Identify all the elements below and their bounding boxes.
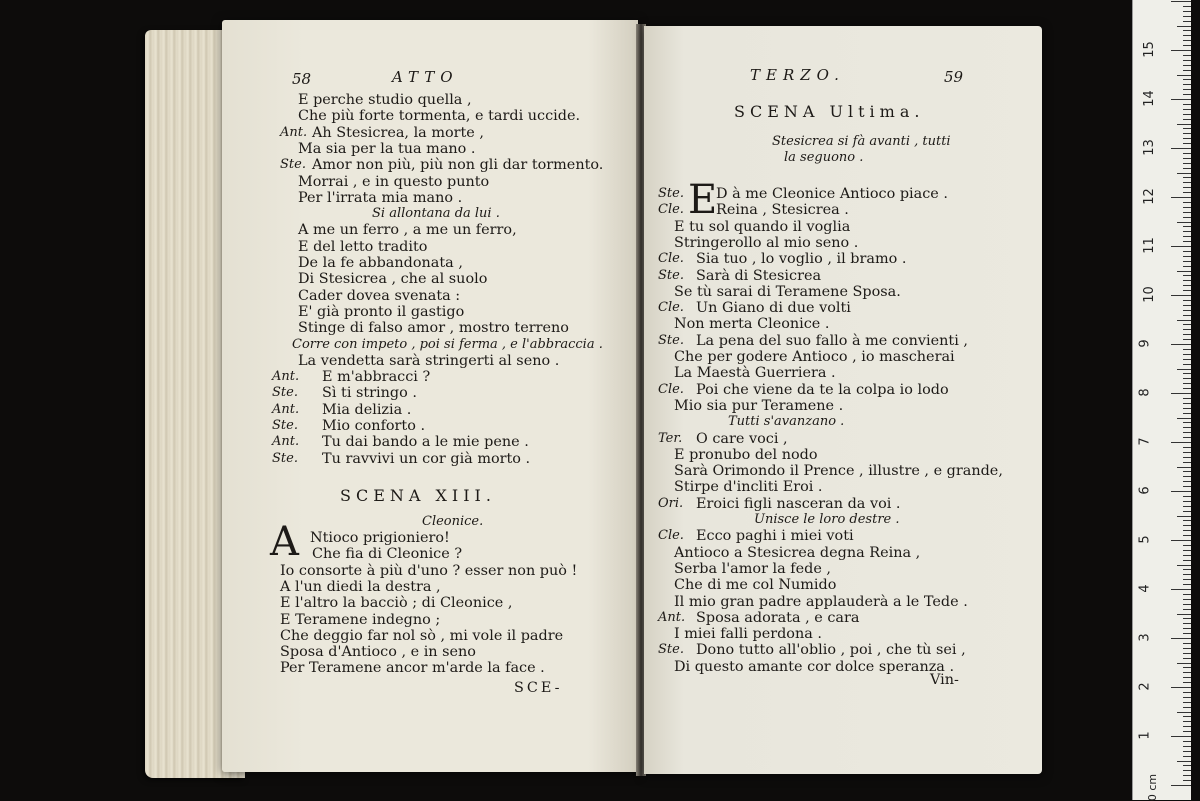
ruler-number: 7 <box>1137 437 1153 446</box>
right-page <box>644 26 1042 774</box>
ruler-tick <box>1183 506 1191 507</box>
ruler-tick <box>1177 271 1191 272</box>
ruler-tick <box>1183 716 1191 717</box>
speaker-label: Cle. <box>658 528 684 544</box>
ruler-tick <box>1183 45 1191 46</box>
ruler-tick <box>1183 383 1191 384</box>
catchword: SCE- <box>514 680 563 696</box>
verse-line: Amor non più, più non gli dar tormento. <box>312 157 604 174</box>
speaker-label: Ter. <box>658 430 683 446</box>
verse-line: Sposa adorata , e cara <box>696 609 860 626</box>
ruler-number: 4 <box>1137 584 1153 593</box>
page-number: 59 <box>944 68 964 86</box>
ruler-tick <box>1183 658 1191 659</box>
ruler-tick <box>1171 295 1191 296</box>
scene-title: SCENA XIII. <box>340 486 496 505</box>
ruler-tick <box>1183 236 1191 237</box>
stage-direction: Stesicrea si fà avanti , tutti <box>772 134 951 149</box>
ruler-tick <box>1183 60 1191 61</box>
ruler-tick <box>1183 114 1191 115</box>
ruler-tick <box>1183 168 1191 169</box>
ruler-tick <box>1183 584 1191 585</box>
ruler-tick <box>1183 398 1191 399</box>
ruler-tick <box>1183 530 1191 531</box>
speaker-label: Ant. <box>272 401 300 417</box>
ruler-tick <box>1183 628 1191 629</box>
verse-line: O care voci , <box>696 430 788 447</box>
ruler-tick <box>1177 320 1191 321</box>
ruler-number: 10 <box>1141 286 1157 303</box>
ruler-tick <box>1183 359 1191 360</box>
ruler-tick <box>1183 324 1191 325</box>
ruler-number: 9 <box>1137 339 1153 348</box>
ruler-tick <box>1183 354 1191 355</box>
speaker-label: Cle. <box>658 381 684 397</box>
ruler-tick <box>1183 594 1191 595</box>
verse-line: Io consorte à più d'uno ? esser non può ! <box>280 562 578 579</box>
ruler-tick <box>1183 560 1191 561</box>
ruler-tick <box>1183 707 1191 708</box>
ruler-tick <box>1183 251 1191 252</box>
verse-line: Mio conforto . <box>322 418 426 434</box>
verse-line: Antioco a Stesicrea degna Reina , <box>674 544 921 561</box>
ruler-tick <box>1183 432 1191 433</box>
verse-line: Che per godere Antioco , io mascherai <box>674 349 955 365</box>
speaker-label: Ste. <box>272 385 298 401</box>
ruler-tick <box>1171 491 1191 492</box>
ruler-tick <box>1183 403 1191 404</box>
ruler-unit-label: 0 cm <box>1146 773 1160 801</box>
verse-line: Per l'irrata mia mano . <box>298 189 463 206</box>
ruler-tick <box>1183 692 1191 693</box>
verse-line: Cader dovea svenata : <box>298 287 461 304</box>
measurement-ruler <box>1132 0 1191 800</box>
ruler-tick <box>1183 202 1191 203</box>
ruler-tick <box>1177 516 1191 517</box>
ruler-tick <box>1183 143 1191 144</box>
ruler-tick <box>1183 481 1191 482</box>
ruler-tick <box>1183 315 1191 316</box>
ruler-tick <box>1183 751 1191 752</box>
ruler-tick <box>1171 246 1191 247</box>
stage-direction: Unisce le loro destre . <box>754 512 900 527</box>
speaker-label: Ste. <box>658 186 684 201</box>
verse-line: De la fe abbandonata , <box>298 255 463 271</box>
verse-line: Poi che viene da te la colpa io lodo <box>696 381 949 398</box>
ruler-tick <box>1183 217 1191 218</box>
speaker-label: Ste. <box>272 450 298 466</box>
ruler-tick <box>1171 197 1191 198</box>
ruler-tick <box>1183 462 1191 463</box>
ruler-tick <box>1183 158 1191 159</box>
ruler-number: 5 <box>1137 535 1153 544</box>
ruler-tick <box>1177 173 1191 174</box>
ruler-tick <box>1183 569 1191 570</box>
ruler-tick <box>1183 471 1191 472</box>
ruler-tick <box>1183 452 1191 453</box>
verse-line: Il mio gran padre applauderà a le Tede . <box>674 593 968 610</box>
ruler-tick <box>1183 447 1191 448</box>
speaker-label: Ste. <box>272 418 298 433</box>
ruler-number: 11 <box>1141 237 1157 254</box>
verse-line: Tu ravvivi un cor già morto . <box>322 450 531 467</box>
ruler-tick <box>1183 599 1191 600</box>
verse-line: Se tù sarai di Teramene Sposa. <box>674 283 901 300</box>
ruler-tick <box>1183 770 1191 771</box>
verse-line: Morrai , e in questo punto <box>298 173 490 190</box>
verse-line: E del letto tradito <box>298 238 428 255</box>
verse-line: Eroici figli nasceran da voi . <box>696 495 901 512</box>
verse-line: Di Stesicrea , che al suolo <box>298 271 488 288</box>
ruler-tick <box>1183 177 1191 178</box>
verse-line: Stringerollo al mio seno . <box>674 234 859 251</box>
ruler-tick <box>1183 457 1191 458</box>
ruler-number: 12 <box>1141 188 1157 205</box>
ruler-tick <box>1183 731 1191 732</box>
verse-line: E l'altro la bacciò ; di Cleonice , <box>280 595 513 612</box>
ruler-tick <box>1183 153 1191 154</box>
ruler-tick <box>1183 192 1191 193</box>
ruler-tick <box>1183 574 1191 575</box>
speaker-label: Cle. <box>658 202 684 218</box>
ruler-tick <box>1171 589 1191 590</box>
ruler-tick <box>1183 128 1191 129</box>
verse-line: E tu sol quando il voglia <box>674 218 851 235</box>
ruler-tick <box>1183 501 1191 502</box>
verse-line: E perche studio quella , <box>298 92 472 108</box>
ruler-tick <box>1183 30 1191 31</box>
ruler-number: 13 <box>1141 139 1157 156</box>
ruler-tick <box>1177 418 1191 419</box>
ruler-tick <box>1183 21 1191 22</box>
verse-line: Sposa d'Antioco , e in seno <box>280 644 476 661</box>
speaker-label: Ant. <box>272 434 300 450</box>
ruler-tick <box>1171 785 1191 786</box>
ruler-tick <box>1183 550 1191 551</box>
scene-title: SCENA Ultima. <box>734 102 925 121</box>
ruler-tick <box>1183 413 1191 414</box>
verse-line: Ah Stesicrea, la morte , <box>312 124 484 141</box>
verse-line: D à me Cleonice Antioco piace . <box>716 186 948 202</box>
verse-line: Sì ti stringo . <box>322 385 417 402</box>
verse-line: Che più forte tormenta, e tardi uccide. <box>298 108 581 125</box>
verse-line: Di questo amante cor dolce speranza . <box>674 658 955 675</box>
ruler-tick <box>1183 579 1191 580</box>
ruler-tick <box>1183 16 1191 17</box>
scene-speaker: Cleonice. <box>422 514 484 529</box>
ruler-tick <box>1183 653 1191 654</box>
ruler-tick <box>1183 310 1191 311</box>
ruler-tick <box>1171 344 1191 345</box>
speaker-label: Ant. <box>272 369 300 385</box>
ruler-tick <box>1183 364 1191 365</box>
ruler-tick <box>1183 780 1191 781</box>
speaker-label: Cle. <box>658 251 684 267</box>
speaker-label: Cle. <box>658 300 684 316</box>
ruler-tick <box>1171 393 1191 394</box>
ruler-tick <box>1171 148 1191 149</box>
ruler-tick <box>1183 496 1191 497</box>
ruler-tick <box>1183 11 1191 12</box>
verse-line: Non merta Cleonice . <box>674 316 830 333</box>
ruler-tick <box>1183 89 1191 90</box>
ruler-tick <box>1171 540 1191 541</box>
drop-cap: A <box>270 519 299 565</box>
ruler-tick <box>1177 222 1191 223</box>
ruler-tick <box>1183 35 1191 36</box>
ruler-number: 15 <box>1141 41 1157 58</box>
ruler-tick <box>1171 736 1191 737</box>
ruler-tick <box>1183 422 1191 423</box>
page-number: 58 <box>292 70 312 88</box>
ruler-tick <box>1183 329 1191 330</box>
ruler-tick <box>1183 388 1191 389</box>
verse-line: Che deggio far nol sò , mi vole il padre <box>280 627 564 644</box>
ruler-tick <box>1183 721 1191 722</box>
ruler-tick <box>1183 280 1191 281</box>
stage-direction: Si allontana da lui . <box>372 206 500 222</box>
ruler-tick <box>1183 70 1191 71</box>
verse-line: A l'un diedi la destra , <box>280 578 441 595</box>
ruler-tick <box>1183 339 1191 340</box>
ruler-tick <box>1183 437 1191 438</box>
verse-line: Ma sia per la tua mano . <box>298 140 476 157</box>
ruler-tick <box>1183 672 1191 673</box>
verse-line: Stirpe d'incliti Eroi . <box>674 479 823 496</box>
ruler-tick <box>1183 726 1191 727</box>
ruler-tick <box>1183 285 1191 286</box>
verse-line: La Maestà Guerriera . <box>674 365 836 382</box>
verse-line: E' già pronto il gastigo <box>298 303 465 320</box>
ruler-number: 2 <box>1137 682 1153 691</box>
ruler-tick <box>1183 226 1191 227</box>
ruler-tick <box>1171 442 1191 443</box>
ruler-tick <box>1177 761 1191 762</box>
ruler-number: 6 <box>1137 486 1153 495</box>
ruler-tick <box>1183 535 1191 536</box>
ruler-tick <box>1177 712 1191 713</box>
ruler-tick <box>1183 511 1191 512</box>
verse-line: Per Teramene ancor m'arde la face . <box>280 660 545 677</box>
verse-line: Sarà di Stesicrea <box>696 267 822 284</box>
ruler-tick <box>1183 334 1191 335</box>
ruler-tick <box>1183 290 1191 291</box>
verse-line: Mia delizia . <box>322 401 412 418</box>
verse-line: Tu dai bando a le mie pene . <box>322 434 529 451</box>
ruler-tick <box>1177 565 1191 566</box>
ruler-tick <box>1183 756 1191 757</box>
ruler-tick <box>1183 525 1191 526</box>
verse-line: Sarà Orimondo il Prence , illustre , e grande, <box>674 463 1003 480</box>
verse-line: Mio sia pur Teramene . <box>674 397 844 414</box>
ruler-number: 1 <box>1137 731 1153 740</box>
ruler-tick <box>1183 275 1191 276</box>
ruler-tick <box>1183 775 1191 776</box>
ruler-tick <box>1177 124 1191 125</box>
ruler-tick <box>1183 138 1191 139</box>
ruler-number: 8 <box>1137 388 1153 397</box>
ruler-tick <box>1183 79 1191 80</box>
ruler-tick <box>1183 677 1191 678</box>
ruler-tick <box>1183 40 1191 41</box>
ruler-tick <box>1183 643 1191 644</box>
ruler-tick <box>1183 476 1191 477</box>
drop-cap: E <box>688 177 718 223</box>
ruler-tick <box>1183 187 1191 188</box>
verse-line: Che fia di Cleonice ? <box>312 546 463 563</box>
ruler-number: 3 <box>1137 633 1153 642</box>
catchword: Vin- <box>930 672 959 688</box>
ruler-tick <box>1183 682 1191 683</box>
speaker-label: Ste. <box>280 157 306 173</box>
ruler-tick <box>1177 467 1191 468</box>
ruler-tick <box>1171 638 1191 639</box>
verse-line: Dono tutto all'oblio , poi , che tù sei , <box>696 642 966 659</box>
ruler-tick <box>1183 373 1191 374</box>
ruler-tick <box>1183 182 1191 183</box>
ruler-tick <box>1183 520 1191 521</box>
verse-line: Che di me col Numido <box>674 577 837 594</box>
ruler-tick <box>1183 84 1191 85</box>
verse-line: E m'abbracci ? <box>322 369 431 386</box>
speaker-label: Ste. <box>658 267 684 283</box>
speaker-label: Ori. <box>658 495 684 511</box>
verse-line: Serba l'amor la fede , <box>674 560 831 577</box>
ruler-tick <box>1183 266 1191 267</box>
running-header: ATTO <box>392 68 459 86</box>
verse-line: Un Giano di due volti <box>696 300 851 317</box>
speaker-label: Ste. <box>658 332 684 348</box>
ruler-tick <box>1183 349 1191 350</box>
ruler-tick <box>1183 256 1191 257</box>
ruler-tick <box>1183 648 1191 649</box>
ruler-tick <box>1183 261 1191 262</box>
ruler-tick <box>1183 300 1191 301</box>
verse-line: Sia tuo , lo voglio , il bramo . <box>696 251 907 268</box>
ruler-number: 14 <box>1141 90 1157 107</box>
ruler-tick <box>1183 609 1191 610</box>
speaker-label: Ant. <box>280 124 308 140</box>
ruler-tick <box>1183 305 1191 306</box>
verse-line: E Teramene indegno ; <box>280 611 441 628</box>
ruler-tick <box>1171 50 1191 51</box>
left-page <box>222 20 638 772</box>
ruler-tick <box>1183 378 1191 379</box>
verse-line: La vendetta sarà stringerti al seno . <box>298 352 560 369</box>
ruler-tick <box>1183 702 1191 703</box>
ruler-tick <box>1177 663 1191 664</box>
speaker-label: Ste. <box>658 642 684 658</box>
ruler-tick <box>1183 241 1191 242</box>
ruler-tick <box>1183 231 1191 232</box>
ruler-tick <box>1171 687 1191 688</box>
ruler-tick <box>1177 369 1191 370</box>
stage-direction: Corre con impeto , poi si ferma , e l'abbraccia . <box>292 336 603 352</box>
speaker-label: Ant. <box>658 609 686 625</box>
ruler-tick <box>1171 99 1191 100</box>
ruler-tick <box>1183 55 1191 56</box>
ruler-tick <box>1183 633 1191 634</box>
ruler-tick <box>1183 618 1191 619</box>
ruler-tick <box>1183 545 1191 546</box>
verse-line: E pronubo del nodo <box>674 446 818 463</box>
stage-direction: la seguono . <box>784 150 864 165</box>
ruler-tick <box>1183 94 1191 95</box>
ruler-tick <box>1183 697 1191 698</box>
ruler-tick <box>1183 427 1191 428</box>
ruler-tick <box>1183 746 1191 747</box>
ruler-tick <box>1177 614 1191 615</box>
ruler-tick <box>1183 765 1191 766</box>
verse-line: Ntioco prigioniero! <box>310 530 450 546</box>
ruler-tick <box>1183 109 1191 110</box>
verse-line: Reina , Stesicrea . <box>716 202 849 219</box>
verse-line: A me un ferro , a me un ferro, <box>298 222 517 239</box>
ruler-tick <box>1183 133 1191 134</box>
ruler-tick <box>1183 163 1191 164</box>
ruler-tick <box>1183 623 1191 624</box>
ruler-tick <box>1183 207 1191 208</box>
ruler-tick <box>1183 408 1191 409</box>
ruler-tick <box>1183 65 1191 66</box>
ruler-tick <box>1183 486 1191 487</box>
ruler-tick <box>1171 1 1191 2</box>
ruler-tick <box>1183 104 1191 105</box>
ruler-tick <box>1177 75 1191 76</box>
ruler-tick <box>1183 604 1191 605</box>
ruler-tick <box>1177 26 1191 27</box>
ruler-tick <box>1183 119 1191 120</box>
verse-line: I miei falli perdona . <box>674 626 822 643</box>
ruler-tick <box>1183 741 1191 742</box>
stage-direction: Tutti s'avanzano . <box>728 414 845 430</box>
verse-line: Stinge di falso amor , mostro terreno <box>298 320 569 337</box>
ruler-tick <box>1183 6 1191 7</box>
verse-line: La pena del suo fallo à me convienti , <box>696 332 968 349</box>
ruler-tick <box>1183 555 1191 556</box>
ruler-tick <box>1183 667 1191 668</box>
ruler-tick <box>1183 212 1191 213</box>
running-header: TERZO. <box>750 66 845 84</box>
verse-line: Ecco paghi i miei voti <box>696 528 854 545</box>
